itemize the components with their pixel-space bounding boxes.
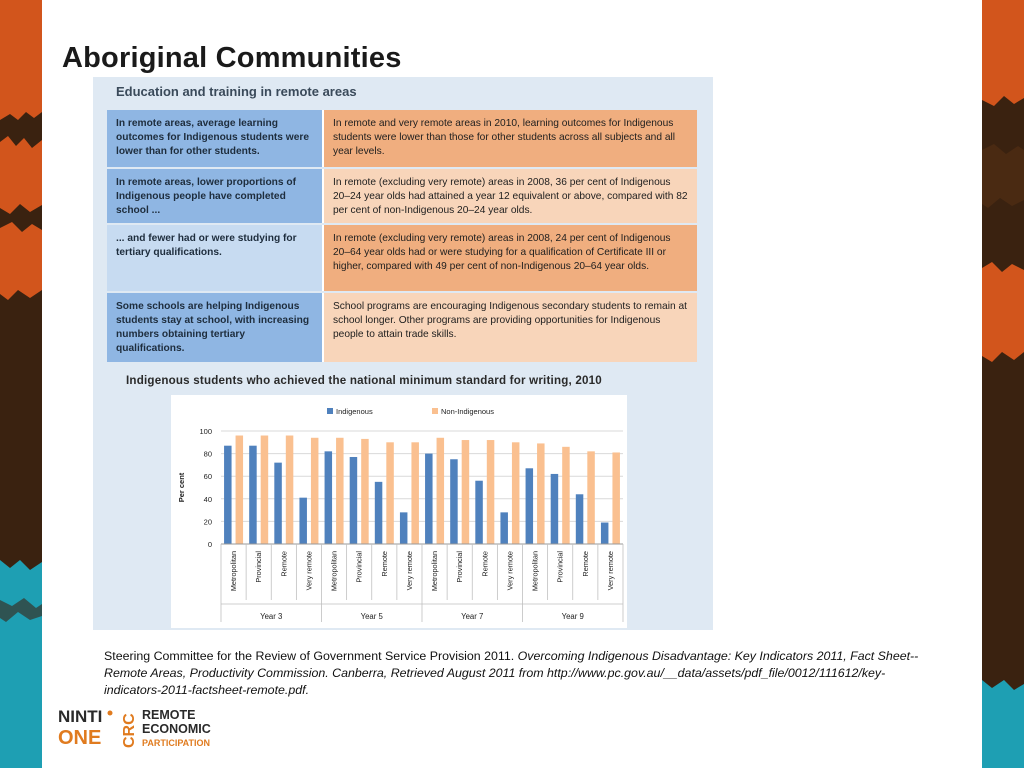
bar-non-indigenous xyxy=(311,438,319,544)
row-summary: ... and fewer had or were studying for tertiary qualifications. xyxy=(107,225,322,291)
row-detail: In remote and very remote areas in 2010, learning outcomes for Indigenous students were lower than those for other students across all subjects and all year levels. xyxy=(322,110,697,167)
chart-title: Indigenous students who achieved the national minimum standard for writing, 2010 xyxy=(126,374,602,387)
y-tick-label: 0 xyxy=(207,540,212,549)
x-tick-label: Provincial xyxy=(555,551,565,583)
bar-chart xyxy=(93,77,713,630)
x-tick-label: Metropolitan xyxy=(329,551,339,592)
x-tick-label: Very remote xyxy=(404,551,414,591)
bar-indigenous xyxy=(249,446,257,544)
bar-indigenous xyxy=(601,523,609,544)
bar-indigenous xyxy=(400,512,408,544)
bar-non-indigenous xyxy=(411,442,419,544)
bar-indigenous xyxy=(551,474,559,544)
legend-label: Non-Indigenous xyxy=(441,407,494,416)
x-tick-label: Remote xyxy=(480,551,490,577)
y-tick-label: 100 xyxy=(199,427,212,436)
infographic-panel xyxy=(93,77,713,630)
logo-ninti: NINTI xyxy=(58,707,103,726)
bar-indigenous xyxy=(224,446,232,544)
legend-swatch xyxy=(432,408,438,414)
bar-non-indigenous xyxy=(261,436,269,544)
x-tick-label: Provincial xyxy=(254,551,264,583)
x-tick-label: Very remote xyxy=(605,551,615,591)
bar-indigenous xyxy=(325,451,333,544)
bar-non-indigenous xyxy=(487,440,495,544)
bar-non-indigenous xyxy=(587,451,595,544)
x-tick-label: Remote xyxy=(379,551,389,577)
x-tick-label: Remote xyxy=(580,551,590,577)
y-tick-label: 80 xyxy=(203,449,212,459)
logo-economic: ECONOMIC xyxy=(142,722,211,736)
row-detail: In remote (excluding very remote) areas in 2008, 24 per cent of Indigenous 20–64 year olds had or were studying for a qualification of Certificate III or higher, compared with 49 per cent of non-Indigenous 20–64 year olds. xyxy=(322,225,697,291)
bar-non-indigenous xyxy=(361,439,369,544)
row-detail: In remote (excluding very remote) areas in 2008, 36 per cent of Indigenous 20–24 year olds had attained a year 12 equivalent or above, compared with 82 per cent of non-Indigenous 20–24 year olds. xyxy=(322,169,697,223)
x-tick-label: Metropolitan xyxy=(530,551,540,592)
panel-heading: Education and training in remote areas xyxy=(116,84,357,99)
bar-non-indigenous xyxy=(612,452,620,544)
row-summary: Some schools are helping Indigenous students stay at school, with increasing numbers obtaining tertiary qualifications. xyxy=(107,293,322,361)
bar-non-indigenous xyxy=(537,443,545,544)
bar-non-indigenous xyxy=(236,436,244,544)
group-label: Year 3 xyxy=(260,612,283,621)
logo-dot xyxy=(108,711,113,716)
x-tick-label: Metropolitan xyxy=(229,551,239,592)
citation-italic: Overcoming Indigenous Disadvantage: Key Indicators 2011, Fact Sheet--Remote Areas, Productivity Commission. Canberra, Retrieved August 2011 from http://www.pc.gov.au/__data/assets/pdf_file/0012/111612/key-indicators-2011-factsheet-remote.pdf. xyxy=(104,649,919,697)
logo-crc: CRC xyxy=(121,713,138,748)
y-axis-label: Per cent xyxy=(177,472,186,503)
group-label: Year 5 xyxy=(360,612,383,621)
y-tick-label: 20 xyxy=(203,517,212,527)
legend-swatch xyxy=(327,408,333,414)
bar-non-indigenous xyxy=(562,447,570,544)
slide-title: Aboriginal Communities xyxy=(62,42,402,74)
x-tick-label: Provincial xyxy=(455,551,465,583)
bar-non-indigenous xyxy=(462,440,470,544)
bar-indigenous xyxy=(526,468,534,544)
logo-remote: REMOTE xyxy=(142,708,196,722)
x-tick-label: Very remote xyxy=(505,551,515,591)
bar-indigenous xyxy=(375,482,383,544)
citation-plain: Steering Committee for the Review of Government Service Provision 2011. xyxy=(104,649,518,663)
x-tick-label: Metropolitan xyxy=(430,551,440,592)
source-citation xyxy=(104,648,934,699)
row-summary: In remote areas, average learning outcomes for Indigenous students were lower than for other students. xyxy=(107,110,322,167)
bar-indigenous xyxy=(299,498,307,544)
bar-indigenous xyxy=(450,459,458,544)
y-tick-label: 60 xyxy=(203,472,212,482)
group-label: Year 7 xyxy=(461,612,484,621)
bar-non-indigenous xyxy=(336,438,344,544)
bar-indigenous xyxy=(475,481,483,544)
group-label: Year 9 xyxy=(561,612,584,621)
legend-label: Indigenous xyxy=(336,407,373,416)
x-tick-label: Remote xyxy=(279,551,289,577)
logo-one: ONE xyxy=(58,727,102,749)
left-decorative-band xyxy=(0,0,42,768)
ninti-one-logo xyxy=(58,704,218,757)
bar-indigenous xyxy=(425,454,433,544)
bar-indigenous xyxy=(576,494,584,544)
bar-non-indigenous xyxy=(512,442,520,544)
y-tick-label: 40 xyxy=(203,494,212,504)
bar-non-indigenous xyxy=(437,438,445,544)
bar-non-indigenous xyxy=(386,442,394,544)
bar-indigenous xyxy=(274,463,282,544)
right-decorative-band xyxy=(982,0,1024,768)
bar-non-indigenous xyxy=(286,436,294,544)
x-tick-label: Very remote xyxy=(304,551,314,591)
bar-indigenous xyxy=(500,512,508,544)
x-tick-label: Provincial xyxy=(354,551,364,583)
row-summary: In remote areas, lower proportions of Indigenous people have completed school ... xyxy=(107,169,322,223)
bar-indigenous xyxy=(350,457,358,544)
logo-participation: PARTICIPATION xyxy=(142,738,210,748)
row-detail: School programs are encouraging Indigenous secondary students to remain at school longer. Other programs are providing opportunities for Indigenous people to attain trade skills. xyxy=(322,293,697,361)
